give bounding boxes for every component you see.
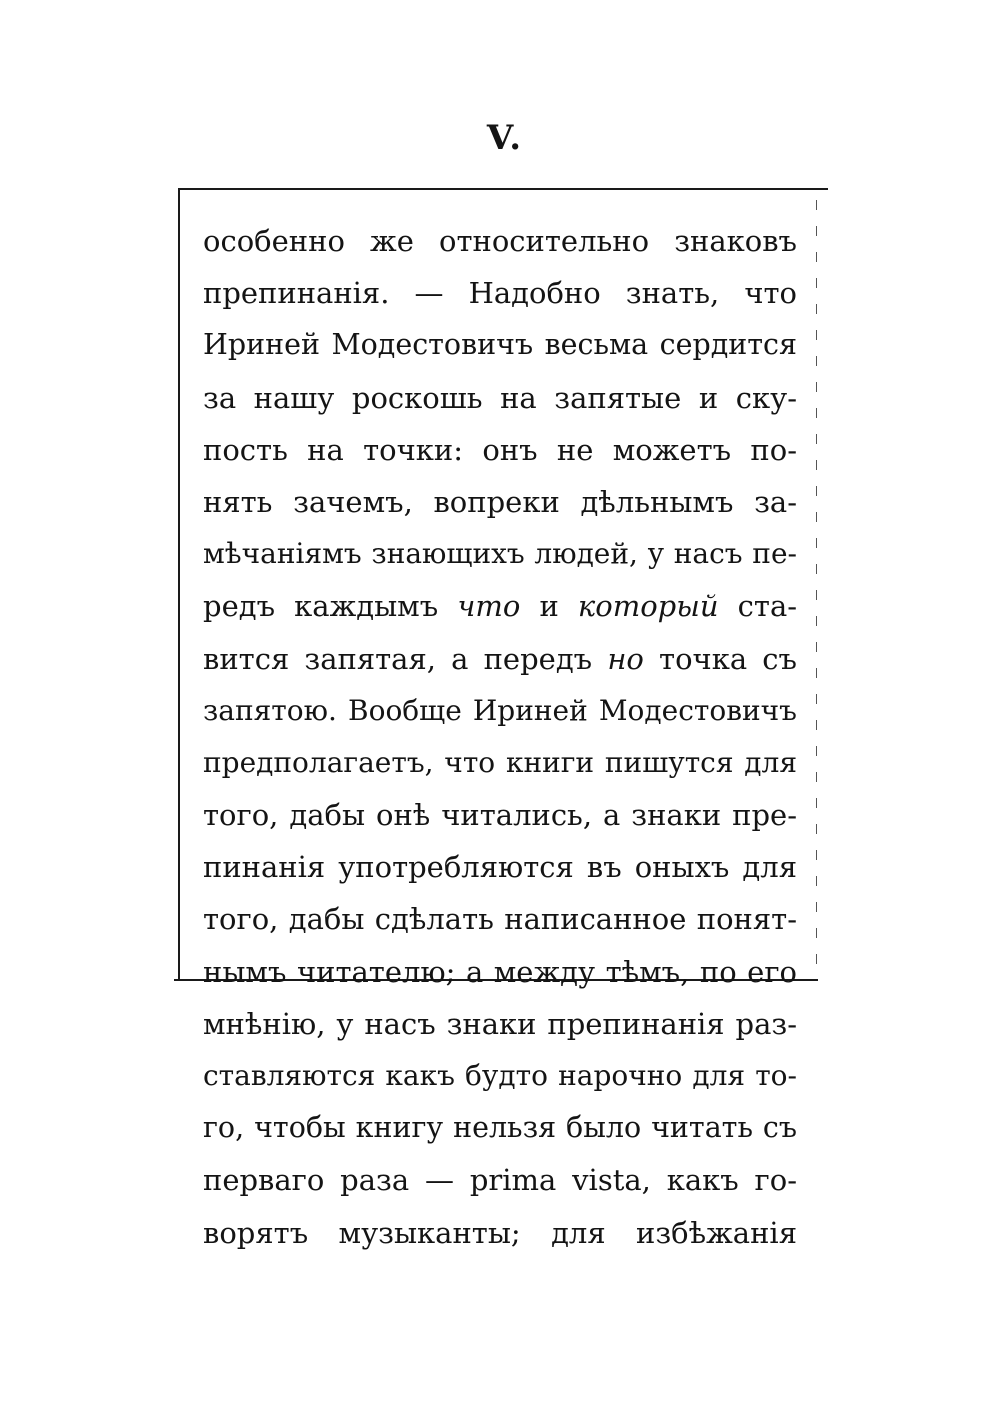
text-line: нять зачемъ, вопреки дѣльнымъ за- <box>203 484 797 519</box>
text-line: мнѣнію, у насъ знаки препинанія раз- <box>203 1006 797 1041</box>
frame-left-rule <box>178 190 180 981</box>
italic-word: который <box>577 589 719 624</box>
text-segment: ста- <box>737 589 797 624</box>
page-number: V. <box>486 118 524 158</box>
text-line <box>203 633 797 685</box>
text-segment: вится запятая, а передъ <box>203 641 593 676</box>
text-line: пость на точки: онъ не можетъ по- <box>203 432 797 467</box>
text-segment: точка съ <box>659 641 797 676</box>
text-line: пинанія употребляются въ оныхъ для <box>203 850 797 885</box>
text-line: запятою. Вообще Ириней Модестовичъ <box>203 693 797 727</box>
text-line: Ириней Модестовичъ весьма сердится <box>203 328 797 362</box>
text-line: того, дабы сдѣлать написанное понят- <box>203 902 797 937</box>
text-line: предполагаетъ, что книги пишутся для <box>203 745 797 779</box>
text-line: ворятъ музыканты; для избѣжанія <box>203 1215 797 1250</box>
text-segment: редъ каждымъ <box>203 589 439 624</box>
text-line <box>203 580 797 632</box>
frame-top-rule <box>178 188 828 190</box>
text-line: ставляются какъ будто нарочно для то- <box>203 1059 797 1092</box>
text-line: особенно же относительно знаковъ <box>203 224 797 258</box>
text-line: препинанія. — Надобно знать, что <box>203 276 797 311</box>
italic-word: что <box>457 589 521 624</box>
text-line: нымъ читателю; а между тѣмъ, по его <box>203 954 797 989</box>
frame-right-rule <box>816 200 817 980</box>
text-line: го, чтобы книгу нельзя было читать съ <box>203 1111 797 1145</box>
text-segment: и <box>539 589 559 624</box>
body-text <box>203 215 797 1259</box>
text-line: за нашу роскошь на запятые и ску- <box>203 380 797 415</box>
text-line: того, дабы онѣ читались, а знаки пре- <box>203 798 797 833</box>
italic-word: но <box>607 641 644 676</box>
text-line: мѣчаніямъ знающихъ людей, у насъ пе- <box>203 537 797 571</box>
text-line: перваго раза — prima vista, какъ го- <box>203 1163 797 1198</box>
